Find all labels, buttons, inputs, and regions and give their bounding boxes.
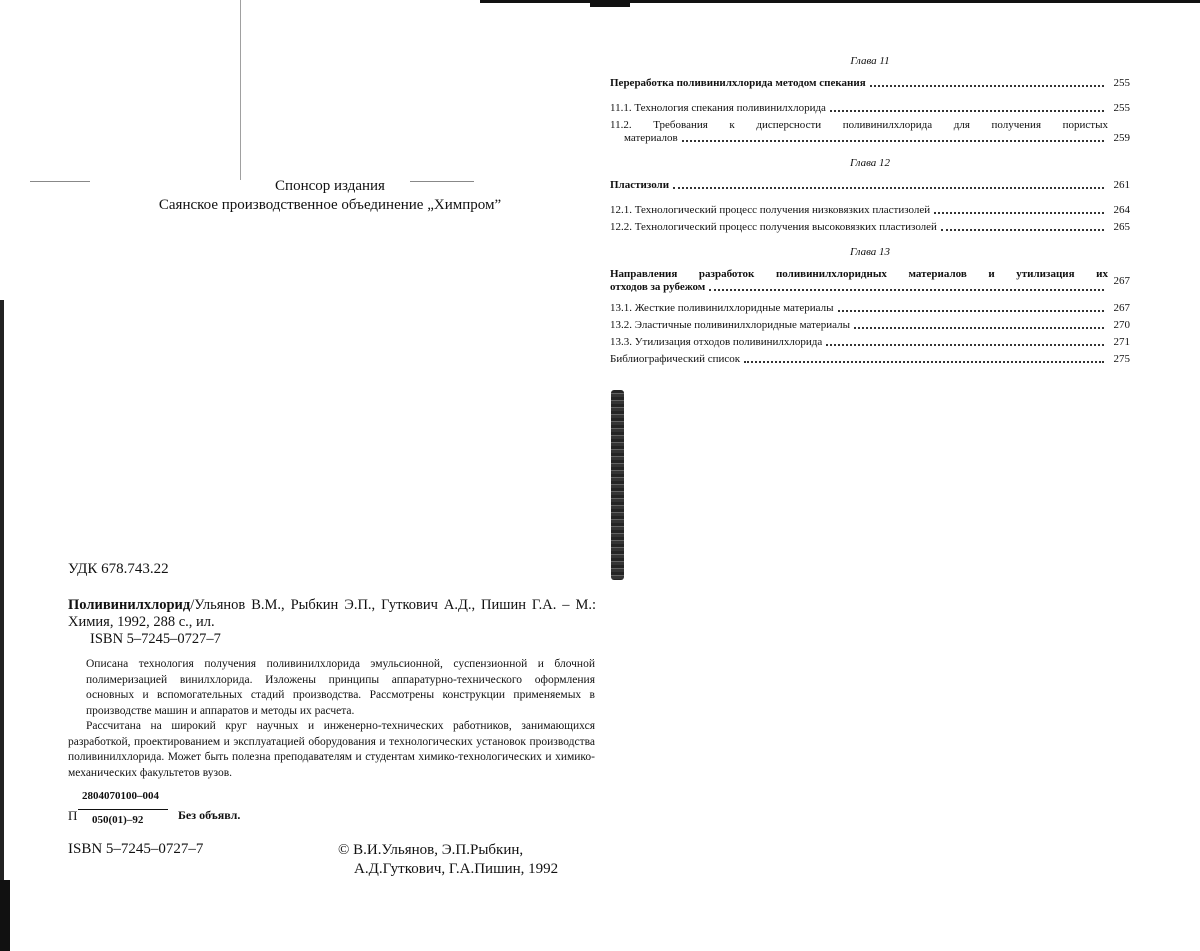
toc-entry-number: 12.2. (610, 221, 632, 233)
bibliographic-record (68, 597, 596, 648)
toc-entry-text: Библиографический список (610, 353, 741, 365)
toc-page-number: 261 (1113, 179, 1130, 191)
toc-page-number: 270 (1113, 319, 1130, 331)
toc-entry-text: материалов (624, 132, 678, 144)
copyright-line: © В.И.Ульянов, Э.П.Рыбкин, (338, 842, 524, 858)
toc-entry-text: Требования к дисперсности поливинилхлорида для получения пористых (653, 119, 1108, 131)
toc-page-number: 271 (1113, 336, 1130, 348)
toc-entry[interactable] (610, 204, 1130, 217)
leader-dots (682, 140, 1104, 142)
isbn-bottom: ISBN 5–7245–0727–7 (68, 841, 204, 857)
leader-dots (709, 289, 1104, 291)
leader-dots (870, 85, 1104, 87)
leader-dots (826, 344, 1104, 346)
toc-entry-number: 11.2. (610, 119, 632, 131)
leader-dots (744, 361, 1104, 363)
scan-spine-shadow (611, 390, 624, 580)
toc-entry[interactable] (610, 302, 1130, 315)
toc-entry[interactable] (610, 336, 1130, 349)
toc-entry-number: 13.1. (610, 302, 632, 314)
toc-page-number: 267 (1113, 274, 1130, 287)
leader-dots (838, 310, 1104, 312)
copyright-line: А.Д.Гуткович, Г.А.Пишин, 1992 (354, 861, 559, 877)
chapter-label: Глава 11 (850, 55, 890, 67)
copyright (338, 841, 558, 879)
price-numerator: 2804070100–004 (82, 790, 159, 802)
toc-heading-text: Переработка поливинилхлорида методом спекания (610, 77, 866, 89)
udk-code: УДК 678.743.22 (68, 561, 169, 577)
annotation (68, 657, 595, 781)
table-of-contents (610, 55, 1130, 370)
toc-page-number: 265 (1113, 221, 1130, 233)
chapter-label: Глава 12 (849, 157, 891, 169)
price-note: Без объявл. (178, 808, 241, 822)
toc-entry-text: Технологический процесс получения низковязких пластизолей (634, 204, 931, 216)
price-letter: П (68, 808, 78, 823)
toc-page-number: 267 (1113, 302, 1130, 314)
toc-entry-number: 11.1. (610, 102, 632, 114)
price-denominator: 050(01)–92 (92, 814, 144, 826)
isbn: ISBN 5–7245–0727–7 (90, 631, 221, 647)
toc-page-number: 264 (1113, 204, 1130, 216)
toc-page-number: 255 (1113, 102, 1130, 114)
annotation-paragraph: Рассчитана на широкий круг научных и инженерно-технических работников, занимающихся разработкой, проектированием и эксплуатацией оборудования и технологических установок производства поливинилхлорида. Может быть полезна преподавателям и студентам химико-технологических и химико-механических факультетов вузов. (68, 720, 595, 779)
toc-chapter-heading[interactable] (610, 268, 1130, 294)
annotation-paragraph: Описана технология получения поливинилхлорида эмульсионной, суспензионной и блочной полимеризацией винилхлорида. Изложены принципы аппаратурно-технического оформления основных и вспомогательных стадий производства. Рассмотрены конструкции применяемых в производстве машин и аппаратов и методы их расчета. (86, 658, 595, 717)
toc-chapter-heading[interactable] (610, 77, 1130, 90)
toc-entry-text: Жесткие поливинилхлоридные материалы (634, 302, 834, 314)
leader-dots (941, 229, 1104, 231)
toc-entry-number: 13.3. (610, 336, 632, 348)
toc-entry-number: 13.2. (610, 319, 632, 331)
toc-page-number: 259 (1113, 132, 1130, 144)
toc-entry[interactable] (610, 102, 1130, 115)
toc-chapter-heading[interactable] (610, 179, 1130, 192)
toc-entry[interactable] (610, 221, 1130, 234)
toc-entry-text: Технология спекания поливинилхлорида (634, 102, 826, 114)
book-authors: /Ульянов В.М., Рыбкин Э.П., Гуткович А.Д., Пишин Г.А. – М.: Химия, 1992, 288 с., ил. (68, 597, 596, 630)
leader-dots (854, 327, 1104, 329)
toc-page-number: 255 (1113, 77, 1130, 89)
toc-page-number: 275 (1113, 353, 1130, 365)
sponsor-organization: Саянское производственное объединение „Химпром” (158, 197, 502, 213)
leader-dots (934, 212, 1104, 214)
toc-entry-text: Утилизация отходов поливинилхлорида (634, 336, 823, 348)
leader-dots (673, 187, 1104, 189)
leader-dots (830, 110, 1104, 112)
toc-heading-text: Направления разработок поливинилхлоридных материалов и утилизация их (610, 268, 1108, 280)
toc-entry[interactable] (610, 119, 1130, 145)
toc-entry-text: Эластичные поливинилхлоридные материалы (634, 319, 851, 331)
toc-entry-text: Технологический процесс получения высоковязких пластизолей (634, 221, 937, 233)
toc-heading-text: Пластизоли (610, 179, 670, 191)
toc-entry-number: 12.1. (610, 204, 632, 216)
chapter-label: Глава 13 (849, 246, 891, 258)
toc-entry-bibliography[interactable] (610, 353, 1130, 366)
toc-entry[interactable] (610, 319, 1130, 332)
sponsor-title: Спонсор издания (275, 178, 385, 194)
book-title: Поливинилхлорид (68, 597, 191, 613)
fraction-bar (78, 809, 168, 810)
toc-heading-text: отходов за рубежом (610, 281, 706, 293)
